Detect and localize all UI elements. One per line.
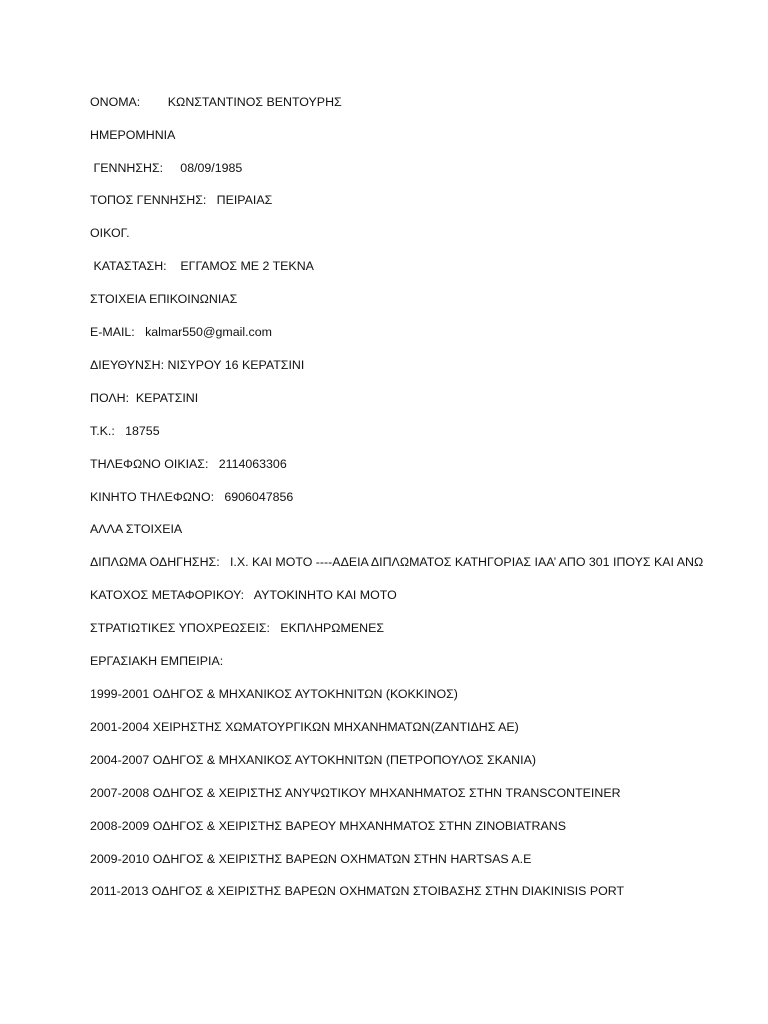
work-experience-item: 2008-2009 ΟΔΗΓΟΣ & ΧΕΙΡΙΣΤΗΣ ΒΑΡΕΟΥ ΜΗΧΑΝΗΜΑΤΟΣ ΣΤΗΝ ZINOBIATRANS: [90, 819, 566, 833]
mobile-phone-line: ΚΙΝΗΤΟ ΤΗΛΕΦΩΝΟ: 6906047856: [90, 490, 294, 504]
work-experience-heading: ΕΡΓΑΣΙΑΚΗ ΕΜΠΕΙΡΙΑ:: [90, 654, 224, 668]
address-line: ΔΙΕΥΘΥΝΣΗ: ΝΙΣΥΡΟΥ 16 ΚΕΡΑΤΣΙΝΙ: [90, 358, 305, 372]
work-experience-item: 2009-2010 ΟΔΗΓΟΣ & ΧΕΙΡΙΣΤΗΣ ΒΑΡΕΩΝ ΟΧΗΜΑΤΩΝ ΣΤΗΝ HARTSAS A.E: [90, 852, 532, 866]
marital-label-line: ΟΙΚΟΓ.: [90, 226, 130, 240]
city-line: ΠΟΛΗ: ΚΕΡΑΤΣΙΝΙ: [90, 391, 199, 405]
email-line: E-MAIL: kalmar550@gmail.com: [90, 325, 272, 339]
military-service-line: ΣΤΡΑΤΙΩΤΙΚΕΣ ΥΠΟΧΡΕΩΣΕΙΣ: ΕΚΠΛΗΡΩΜΕΝΕΣ: [90, 621, 384, 635]
postal-code-line: Τ.Κ.: 18755: [90, 424, 160, 438]
birthplace-line: ΤΟΠΟΣ ΓΕΝΝΗΣΗΣ: ΠΕΙΡΑΙΑΣ: [90, 193, 273, 207]
home-phone-line: ΤΗΛΕΦΩΝΟ ΟΙΚΙΑΣ: 2114063306: [90, 457, 287, 471]
contact-section-heading: ΣΤΟΙΧΕΙΑ ΕΠΙΚΟΙΝΩΝΙΑΣ: [90, 292, 238, 306]
birthdate-label-line: ΗΜΕΡΟΜΗΝΙΑ: [90, 128, 176, 142]
work-experience-item: 1999-2001 ΟΔΗΓΟΣ & ΜΗΧΑΝΙΚΟΣ ΑΥΤΟΚΗΝΙΤΩΝ (ΚΟΚΚΙΝΟΣ): [90, 687, 458, 701]
name-line: ΟΝΟΜΑ: ΚΩΝΣΤΑΝΤΙΝΟΣ ΒΕΝΤΟΥΡΗΣ: [90, 95, 342, 109]
work-experience-item: 2007-2008 ΟΔΗΓΟΣ & ΧΕΙΡΙΣΤΗΣ ΑΝΥΨΩΤΙΚΟΥ ΜΗΧΑΝΗΜΑΤΟΣ ΣΤΗΝ TRANSCONTEINER: [90, 786, 621, 800]
vehicle-owner-line: ΚΑΤΟΧΟΣ ΜΕΤΑΦΟΡΙΚΟΥ: ΑΥΤΟΚΙΝΗΤΟ ΚΑΙ ΜΟΤΟ: [90, 588, 397, 602]
work-experience-item: 2004-2007 ΟΔΗΓΟΣ & ΜΗΧΑΝΙΚΟΣ ΑΥΤΟΚΗΝΙΤΩΝ (ΠΕΤΡΟΠΟΥΛΟΣ ΣΚΑΝΙΑ): [90, 753, 536, 767]
driving-license-line: ΔΙΠΛΩΜΑ ΟΔΗΓΗΣΗΣ: Ι.Χ. ΚΑΙ ΜΟΤΟ ----ΑΔΕΙΑ ΔΙΠΛΩΜΑΤΟΣ ΚΑΤΗΓΟΡΙΑΣ ΙΑΑ’ ΑΠΟ 301 ΙΠΟΥΣ ΚΑΙ ΑΝΩ: [90, 555, 704, 569]
birthdate-line: ΓΕΝΝΗΣΗΣ: 08/09/1985: [90, 161, 243, 175]
marital-status-line: ΚΑΤΑΣΤΑΣΗ: ΕΓΓΑΜΟΣ ΜΕ 2 ΤΕΚΝΑ: [90, 259, 314, 273]
work-experience-item: 2001-2004 ΧΕΙΡΗΣΤΗΣ ΧΩΜΑΤΟΥΡΓΙΚΩΝ ΜΗΧΑΝΗΜΑΤΩΝ(ΖΑΝΤΙΔΗΣ ΑΕ): [90, 720, 519, 734]
work-experience-item: 2011-2013 ΟΔΗΓΟΣ & ΧΕΙΡΙΣΤΗΣ ΒΑΡΕΩΝ ΟΧΗΜΑΤΩΝ ΣΤΟΙΒΑΣΗΣ ΣΤΗΝ DIAKINISIS PORT: [90, 884, 625, 898]
other-info-heading: ΑΛΛΑ ΣΤΟΙΧΕΙΑ: [90, 522, 183, 536]
